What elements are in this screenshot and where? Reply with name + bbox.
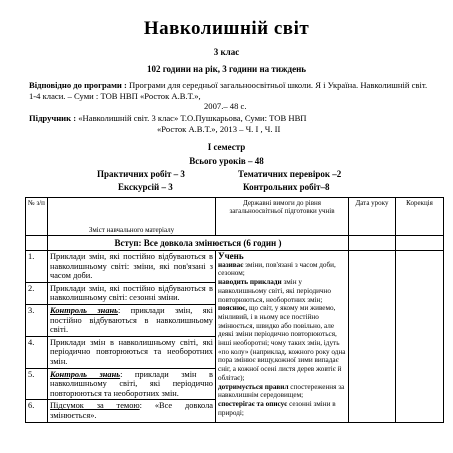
- header-date: Дата уроку: [349, 198, 396, 236]
- row-topic: Приклади змін, які постійно відбуваються в навколишньому світі: зміни, які пов'язані з часом доби.: [48, 251, 216, 283]
- section-title: Вступ: Все довкола змінюється (6 годин ): [48, 236, 349, 251]
- req-p3-verb: пояснює,: [218, 304, 248, 313]
- program-label: Відповідно до програми :: [29, 80, 127, 90]
- header-correction: Корекція: [396, 198, 444, 236]
- row-num: 1.: [26, 251, 48, 283]
- table-header-row: [26, 198, 444, 236]
- requirements-cell: [216, 251, 349, 423]
- row-num: 4.: [26, 336, 48, 368]
- req-p4-verb: дотримується правил: [218, 382, 289, 391]
- row-topic-text: : «Все довкола змінюється».: [50, 401, 213, 420]
- excursion-count: Екскурсій – 3: [118, 182, 173, 192]
- req-head: Учень: [218, 251, 244, 261]
- correction-cell: [396, 251, 444, 423]
- program-text: Програми для середньої загальноосвітньої школи. Я і Україна. Навколишній світ. 1-4 класи. – Суми : ТОВ НВП «Росток А.В.Т.»,: [29, 80, 428, 101]
- row-num: 6.: [26, 400, 48, 422]
- header-num: № з/п: [26, 198, 48, 236]
- program-text-end: 2007.– 48 с.: [204, 101, 247, 111]
- req-p3-text: що світ, у якому ми живемо, мінливий, і в ньому все постійно змінюється, швидко або повільно, але деякі зміни періодично повторюються, інші необоротні; чому таких змін, ідуть «по колу» (наприклад, кожного року одна пора змінює вищу,кожної зими випадає сніг, а кожної осені листя дерев жовтіє й облітає);: [218, 304, 346, 382]
- textbook-label: Підручник :: [29, 113, 77, 123]
- header-requirements: Державні вимоги до рівня загальноосвітньої підготовки учнів: [216, 198, 349, 236]
- req-p5-text: сезонні зміни в природі;: [218, 399, 336, 417]
- table-row: [26, 251, 444, 283]
- header-content: Зміст навчального матеріалу: [48, 198, 216, 236]
- lesson-plan-table: [25, 197, 444, 423]
- date-cell: [349, 251, 396, 423]
- req-p1-verb: називає: [218, 260, 244, 269]
- textbook-text: «Навколишній світ. 3 клас» Т.О.Пушкарьова, Суми: ТОВ НВП: [78, 113, 307, 123]
- row-lead: Контроль знань: [50, 369, 121, 379]
- row-topic: [48, 400, 216, 422]
- row-num: 2.: [26, 282, 48, 304]
- practical-count: Практичних робіт – 3: [97, 169, 185, 179]
- req-p2-text: змін у навколишньому світі, які періодично повторюються, необоротних змін;: [218, 278, 332, 304]
- grade-line: 3 клас: [213, 47, 240, 57]
- req-p5-verb: спостерігає та описує: [218, 399, 288, 408]
- req-p2-verb: наводить приклади: [218, 278, 282, 287]
- row-lead: Контроль знань: [50, 305, 118, 315]
- row-topic: [48, 368, 216, 400]
- row-topic-text: : приклади змін, які постійно відбуваються в навколишньому світі.: [50, 305, 213, 335]
- row-topic-text: : приклади змін в навколишньому світі, які періодично повторюються та необоротних змін.: [50, 369, 213, 398]
- document-title: Навколишній світ: [143, 18, 310, 39]
- req-p1-text: зміни, пов'язані з часом доби, сезоном;: [218, 260, 336, 278]
- row-num: 3.: [26, 304, 48, 336]
- row-topic: [48, 304, 216, 336]
- thematic-count: Тематичних перевірок –2: [238, 169, 342, 179]
- control-count: Контрольних робіт–8: [243, 182, 330, 192]
- textbook-paragraph: [29, 113, 434, 134]
- row-topic: Приклади змін, які постійно відбуваються в навколишньому світі: сезонні зміни.: [48, 282, 216, 304]
- hours-line: 102 години на рік, 3 години на тиждень: [146, 64, 307, 74]
- textbook-text-end: «Росток А.В.Т.», 2013 – Ч. І , Ч. ІІ: [157, 123, 281, 134]
- section-row: [26, 236, 444, 251]
- total-lessons: Всього уроків – 48: [189, 156, 264, 166]
- row-topic: Приклади змін в навколишньому світі, які періодично повторюються та необоротних змін.: [48, 336, 216, 368]
- program-paragraph: [29, 80, 434, 112]
- semester-line: І семестр: [207, 142, 246, 152]
- row-lead: Підсумок за темою: [50, 401, 140, 411]
- row-num: 5.: [26, 368, 48, 400]
- req-p4-text: спостереження за навколишнім середовищем;: [218, 382, 345, 400]
